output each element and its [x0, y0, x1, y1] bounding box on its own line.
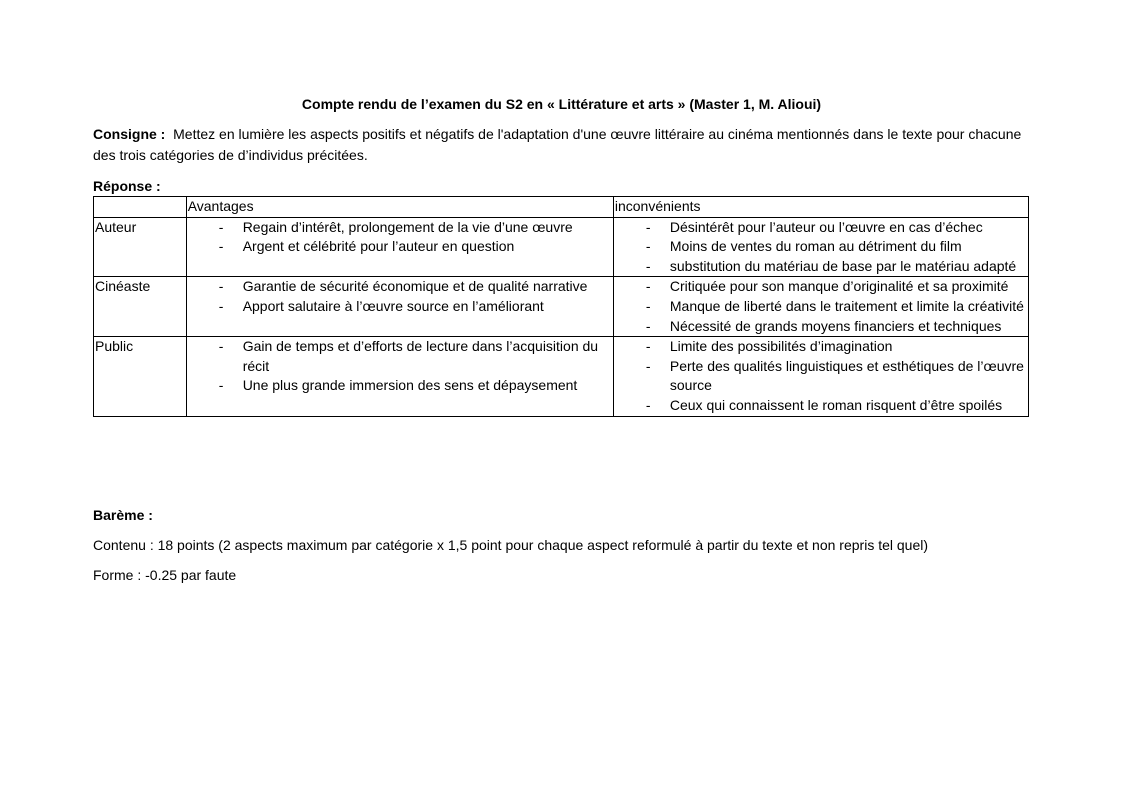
- row-category: Auteur: [94, 217, 187, 277]
- table-header-disadvantages: inconvénients: [613, 197, 1028, 218]
- row-advantages: [186, 277, 613, 337]
- list-item: - Perte des qualités linguistiques et esthétiques de l’œuvre source: [615, 357, 1027, 396]
- list-item: - Ceux qui connaissent le roman risquent d’être spoilés: [615, 396, 1027, 416]
- row-disadvantages: [613, 217, 1028, 277]
- list-item: - Nécessité de grands moyens financiers et techniques: [615, 317, 1027, 337]
- list-item: - Une plus grande immersion des sens et dépaysement: [188, 376, 612, 396]
- list-item: - Moins de ventes du roman au détriment du film: [615, 237, 1027, 257]
- grading-content: Contenu : 18 points (2 aspects maximum par catégorie x 1,5 point pour chaque aspect reformulé à partir du texte et non repris tel quel): [93, 537, 929, 553]
- row-advantages: [186, 217, 613, 277]
- document-title: Compte rendu de l’examen du S2 en « Littérature et arts » (Master 1, M. Alioui): [301, 96, 822, 112]
- list-item: - Regain d’intérêt, prolongement de la vie d’une œuvre: [188, 218, 612, 238]
- table-row: [94, 217, 1029, 277]
- instruction-text: Mettez en lumière les aspects positifs et négatifs de l'adaptation d'une œuvre littéraire au cinéma mentionnés dans le texte pour chacune des trois catégories de d’individus précitées.: [93, 126, 1022, 163]
- grading-label: Barème :: [93, 507, 153, 523]
- row-category: Cinéaste: [94, 277, 187, 337]
- list-item: - Apport salutaire à l’œuvre source en l’améliorant: [188, 297, 612, 317]
- table-header-category: [94, 197, 187, 218]
- instruction-paragraph: [93, 124, 1028, 166]
- row-category: Public: [94, 337, 187, 416]
- grading-form: Forme : -0.25 par faute: [93, 567, 237, 583]
- row-advantages: [186, 337, 613, 416]
- list-item: - Argent et célébrité pour l’auteur en question: [188, 237, 612, 257]
- list-item: - Garantie de sécurité économique et de qualité narrative: [188, 277, 612, 297]
- table-row: [94, 337, 1029, 416]
- list-item: - Limite des possibilités d’imagination: [615, 337, 1027, 357]
- row-disadvantages: [613, 277, 1028, 337]
- table-header-row: [94, 197, 1029, 218]
- list-item: - Manque de liberté dans le traitement et limite la créativité: [615, 297, 1027, 317]
- list-item: - Désintérêt pour l’auteur ou l’œuvre en cas d’échec: [615, 218, 1027, 238]
- instruction-label: Consigne :: [93, 126, 166, 142]
- table-header-advantages: Avantages: [186, 197, 613, 218]
- list-item: - substitution du matériau de base par le matériau adapté: [615, 257, 1027, 277]
- table-row: [94, 277, 1029, 337]
- answer-label: Réponse :: [93, 178, 161, 194]
- list-item: - Critiquée pour son manque d’originalité et sa proximité: [615, 277, 1027, 297]
- list-item: - Gain de temps et d’efforts de lecture dans l’acquisition du récit: [188, 337, 612, 376]
- answer-table: [93, 196, 1029, 417]
- row-disadvantages: [613, 337, 1028, 416]
